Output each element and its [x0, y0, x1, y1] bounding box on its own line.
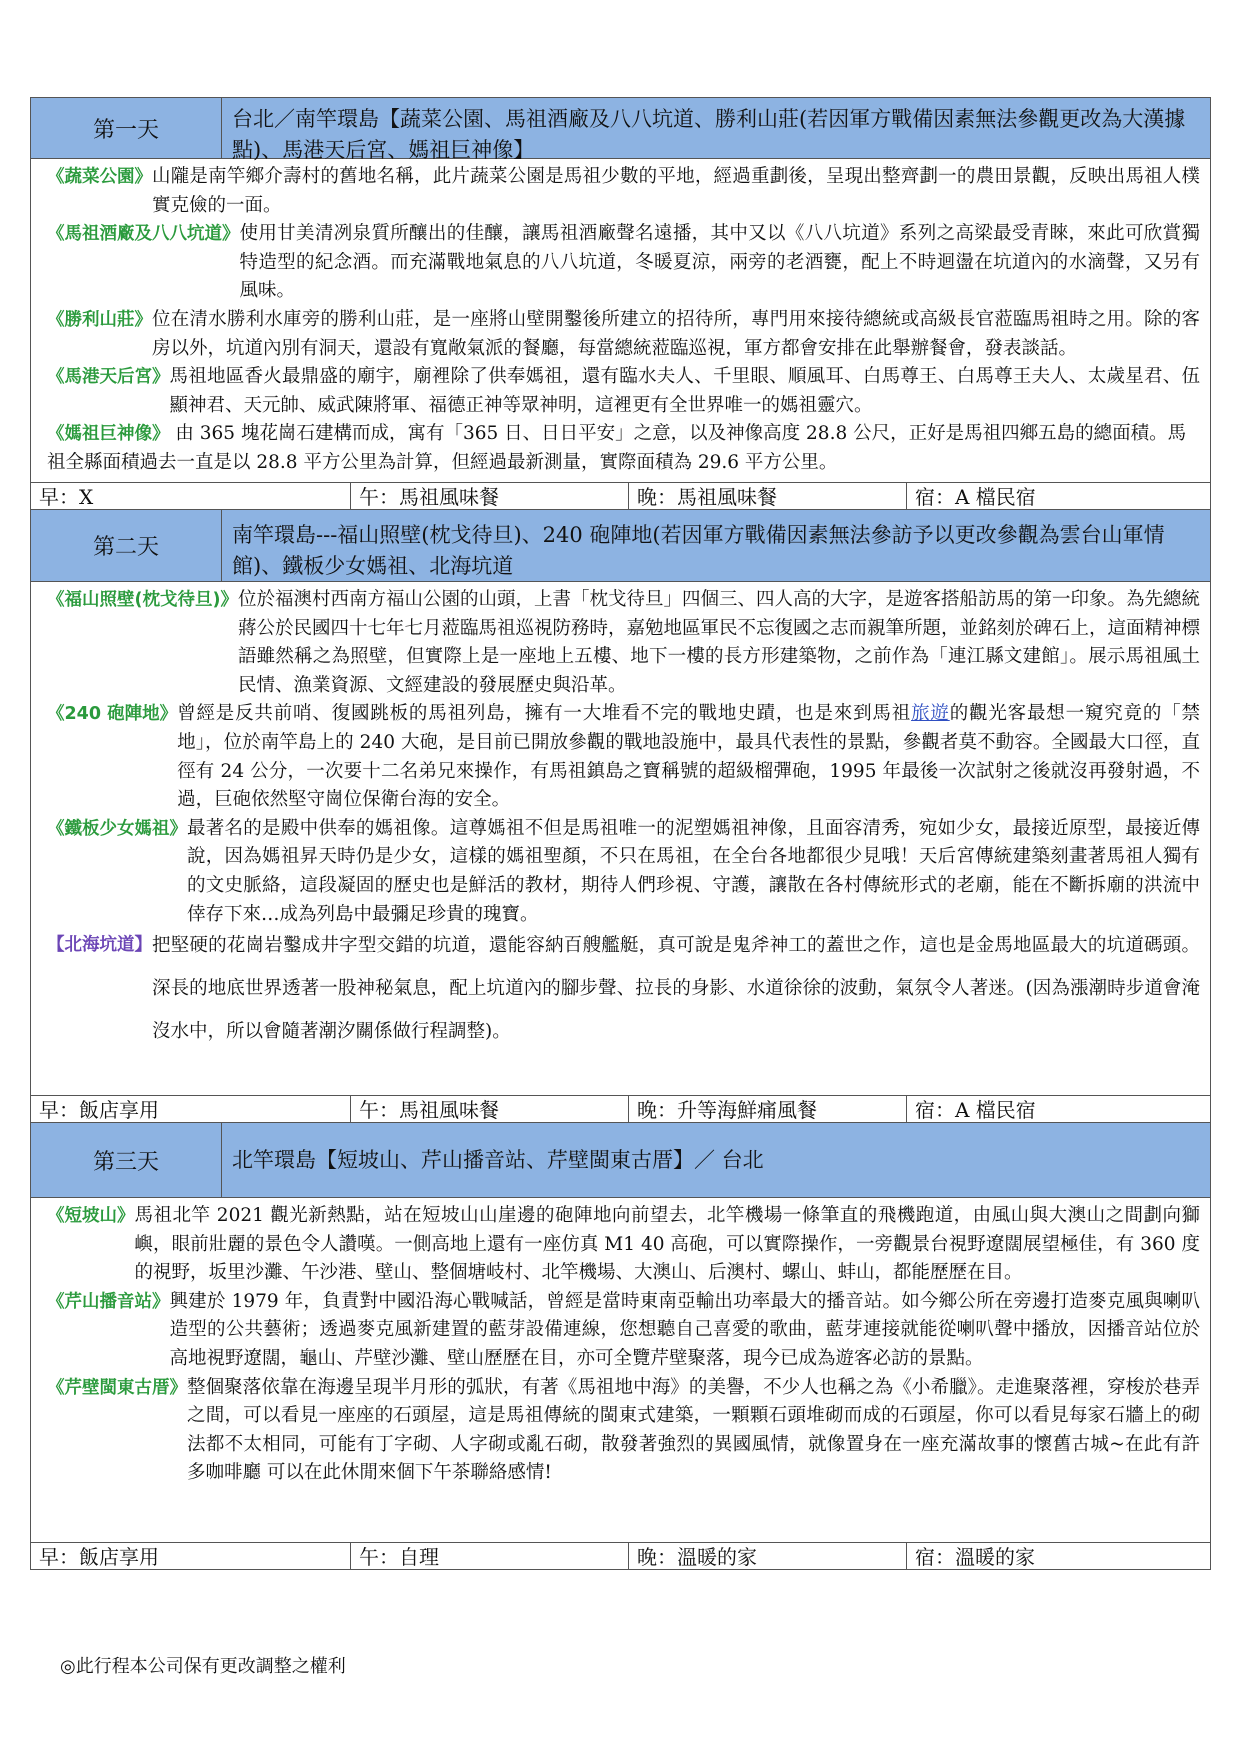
attraction-beihai-tunnel	[47, 929, 1200, 1053]
day-1-body	[31, 159, 1210, 482]
lunch: 午：馬祖風味餐	[351, 1096, 629, 1122]
day-label: 第二天	[31, 510, 222, 581]
breakfast: 早：X	[31, 483, 351, 509]
attraction-mazu-statue	[47, 420, 1200, 477]
day-3-body	[31, 1198, 1210, 1542]
attraction-name: 【北海坑道】	[47, 935, 152, 956]
attraction-name: 《鐵板少女媽祖》	[47, 818, 187, 839]
attraction-duanpo-mountain	[47, 1202, 1200, 1288]
day-label: 第三天	[31, 1123, 222, 1197]
attraction-desc: 興建於 1979 年，負責對中國沿海心戰喊話，曾經是當時東南亞輸出功率最大的播音站。如今鄉公所在旁邊打造麥克風與喇叭造型的公共藝術；透過麥克風新建置的藍芽設備連線，您想聽自己喜愛的歌曲，藍芽連接就能從喇叭聲中播放，因播音站位於高地視野遼闊，龜山、芹壁沙灘、壁山歷歷在目，亦可全覽芹壁聚落，現今已成為遊客必訪的景點。	[169, 1290, 1200, 1369]
day-3	[30, 1123, 1211, 1570]
accommodation: 宿：A 檔民宿	[915, 485, 1036, 509]
day-title: 台北／南竿環島【蔬菜公園、馬祖酒廠及八八坑道、勝利山莊(若因軍方戰備因素無法參觀更改為大漢據點)、馬港天后宮、媽祖巨神像】	[232, 107, 1186, 162]
attraction-qinbi-village	[47, 1374, 1200, 1488]
attraction-name: 《馬祖酒廠及八八坑道》	[47, 224, 240, 245]
day-2-header	[31, 510, 1210, 582]
dinner: 晚：溫暖的家	[629, 1543, 907, 1569]
day-label: 第一天	[31, 98, 222, 158]
lunch: 午：馬祖風味餐	[351, 483, 629, 509]
attraction-desc: 整個聚落依靠在海邊呈現半月形的弧狀，有著《馬祖地中海》的美譽，不少人也稱之為《小希臘》。走進聚落裡，穿梭於巷弄之間，可以看見一座座的石頭屋，這是馬祖傳統的閩東式建築，一顆顆石頭堆砌而成的石頭屋，你可以看見每家石牆上的砌法都不太相同，可能有丁字砌、人字砌或亂石砌，散發著強烈的異國風情，就像置身在一座充滿故事的懷舊古城~在此有許多咖啡廳 可以在此休閒來個下午茶聯絡感情!	[187, 1376, 1200, 1484]
attraction-desc: 馬祖地區香火最鼎盛的廟宇，廟裡除了供奉媽祖，還有臨水夫人、千里眼、順風耳、白馬尊王、白馬尊王夫人、太歲星君、伍顯神君、天元帥、威武陳將軍、福德正神等眾神明，這裡更有全世界唯一的媽祖靈穴。	[169, 366, 1200, 416]
attraction-desc: 使用甘美清冽泉質所釀出的佳釀，讓馬祖酒廠聲名遠播，其中又以《八八坑道》系列之高梁最受青睞，來此可欣賞獨特造型的紀念酒。而充滿戰地氣息的八八坑道，冬暖夏涼，兩旁的老酒甕，配上不時迴盪在坑道內的水滴聲，又另有風味。	[239, 223, 1200, 302]
attraction-name: 《福山照壁(枕戈待旦)》	[47, 590, 238, 610]
breakfast: 早：飯店享用	[31, 1543, 351, 1569]
attraction-name: 《勝利山莊》	[47, 309, 152, 330]
breakfast: 早：飯店享用	[31, 1096, 351, 1122]
lunch: 午：自理	[351, 1543, 629, 1569]
attraction-desc: 位在清水勝利水庫旁的勝利山莊，是一座將山壁開鑿後所建立的招待所，專門用來接待總統或高級長官蒞臨馬祖時之用。除的客房以外，坑道內別有洞天，還設有寬敞氣派的餐廳，每當總統蒞臨巡視，軍方都會安排在此舉辦餐會，發表談話。	[152, 308, 1200, 359]
day-2-meals	[31, 1095, 1210, 1123]
attraction-desc: 把堅硬的花崗岩鑿成井字型交錯的坑道，還能容納百艘艦艇，真可說是鬼斧神工的蓋世之作，這也是金馬地區最大的坑道碼頭。深長的地底世界透著一股神秘氣息，配上坑道內的腳步聲、拉長的身影、水道徐徐的波動，氣氛令人著迷。(因為漲潮時步道會淹沒水中，所以會隨著潮汐關係做行程調整)。	[152, 935, 1200, 1043]
attraction-name: 《芹山播音站》	[47, 1291, 170, 1312]
accommodation: 宿：溫暖的家	[915, 1545, 1035, 1569]
attraction-desc: 曾經是反共前哨、復國跳板的馬祖列島，擁有一大堆看不完的戰地史蹟，也是來到馬祖旅遊的觀光客最想一窺究竟的「禁地」，位於南竿島上的 240 大砲，是目前已開放參觀的戰地設施中，最具代表性的景點，參觀者莫不動容。全國最大口徑，直徑有 24 公分，一次要十二名弟兄來操作，有馬祖鎮島之寶稱號的超級榴彈砲，1995 年最後一次試射之後就沒再發射過，不過，巨砲依然堅守崗位保衛台海的安全。	[177, 703, 1200, 811]
attraction-matsu-distillery	[47, 220, 1200, 306]
dinner: 晚：升等海鮮痛風餐	[629, 1096, 907, 1122]
travel-link[interactable]: 旅遊	[911, 703, 950, 725]
attraction-desc: 最著名的是殿中供奉的媽祖像。這尊媽祖不但是馬祖唯一的泥塑媽祖神像，且面容清秀，宛如少女，最接近原型，最接近傳說，因為媽祖昇天時仍是少女，這樣的媽祖聖顏，不只在馬祖，在全台各地都很少見哦！天后宮傳統建築刻畫著馬祖人獨有的文史脈絡，這段凝固的歷史也是鮮活的教材，期待人們珍視、守護，讓散在各村傳統形式的老廟，能在不斷拆廟的洪流中倖存下來…成為列島中最彌足珍貴的瑰寶。	[187, 817, 1200, 925]
attraction-name: 《媽祖巨神像》	[47, 424, 170, 445]
footnote: ◎此行程本公司保有更改調整之權利	[60, 1656, 346, 1677]
day-2-body	[31, 582, 1210, 1095]
attraction-victory-villa	[47, 306, 1200, 363]
dinner: 晚：馬祖風味餐	[629, 483, 907, 509]
attraction-name: 《蔬菜公園》	[47, 167, 152, 187]
day-1	[30, 97, 1211, 510]
day-1-header	[31, 98, 1210, 162]
attraction-desc: 位於福澳村西南方福山公園的山頭，上書「枕戈待旦」四個三、四人高的大字，是遊客搭船訪馬的第一印象。為先總統蔣公於民國四十七年七月蒞臨馬祖巡視防務時，嘉勉地區軍民不忘復國之志而親筆所題，並銘刻於碑石上，這面精神標語雖然稱之為照壁，但實際上是一座地上五樓、地下一樓的長方形建築物，之前作為「連江縣文建館」。展示馬祖風土民情、漁業資源、文經建設的發展歷史與沿革。	[238, 589, 1201, 696]
attraction-name: 《馬港天后宮》	[47, 367, 170, 388]
attraction-qinshan-broadcast	[47, 1288, 1200, 1374]
attraction-name: 《240 砲陣地》	[47, 704, 178, 725]
day-1-meals	[31, 482, 1210, 510]
day-title: 北竿環島【短坡山、芹山播音站、芹壁閩東古厝】／ 台北	[232, 1147, 764, 1172]
attraction-240-cannon	[47, 700, 1200, 814]
attraction-fushan-wall	[47, 586, 1200, 700]
attraction-name: 《芹壁閩東古厝》	[47, 1377, 187, 1398]
day-3-meals	[31, 1542, 1210, 1570]
attraction-tianhou-temple	[47, 363, 1200, 420]
itinerary	[30, 97, 1211, 1570]
day-3-header	[31, 1123, 1210, 1198]
attraction-desc: 山隴是南竿鄉介壽村的舊地名稱，此片蔬菜公園是馬祖少數的平地，經過重劃後，呈現出整齊劃一的農田景觀，反映出馬祖人樸實克儉的一面。	[152, 166, 1200, 216]
attraction-desc: 馬祖北竿 2021 觀光新熱點，站在短坡山山崖邊的砲陣地向前望去，北竿機場一條筆直的飛機跑道，由風山與大澳山之間劃向獅嶼，眼前壯麗的景色令人讚嘆。一側高地上還有一座仿真 M1 40 高砲，可以實際操作，一旁觀景台視野遼闊展望極佳，有 360 度的視野，坂里沙灘、午沙港、壁山、整個塘岐村、北竿機場、大澳山、后澳村、螺山、蚌山，都能歷歷在目。	[134, 1205, 1200, 1284]
day-2	[30, 510, 1211, 1123]
accommodation: 宿：A 檔民宿	[915, 1098, 1036, 1122]
attraction-vegetable-park	[47, 163, 1200, 220]
attraction-name: 《短坡山》	[47, 1206, 135, 1226]
day-title: 南竿環島---福山照壁(枕戈待旦)、240 砲陣地(若因軍方戰備因素無法參訪予以更改參觀為雲台山軍情館)、鐵板少女媽祖、北海坑道	[232, 523, 1165, 578]
attraction-iron-plate-mazu	[47, 815, 1200, 929]
attraction-desc: 由 365 塊花崗石建構而成，寓有「365 日、日日平安」之意，以及神像高度 28.8 公尺，正好是馬祖四鄉五島的總面積。馬祖全縣面積過去一直是以 28.8 平方公里為計算，但經過最新測量，實際面積為 29.6 平方公里。	[47, 423, 1187, 473]
